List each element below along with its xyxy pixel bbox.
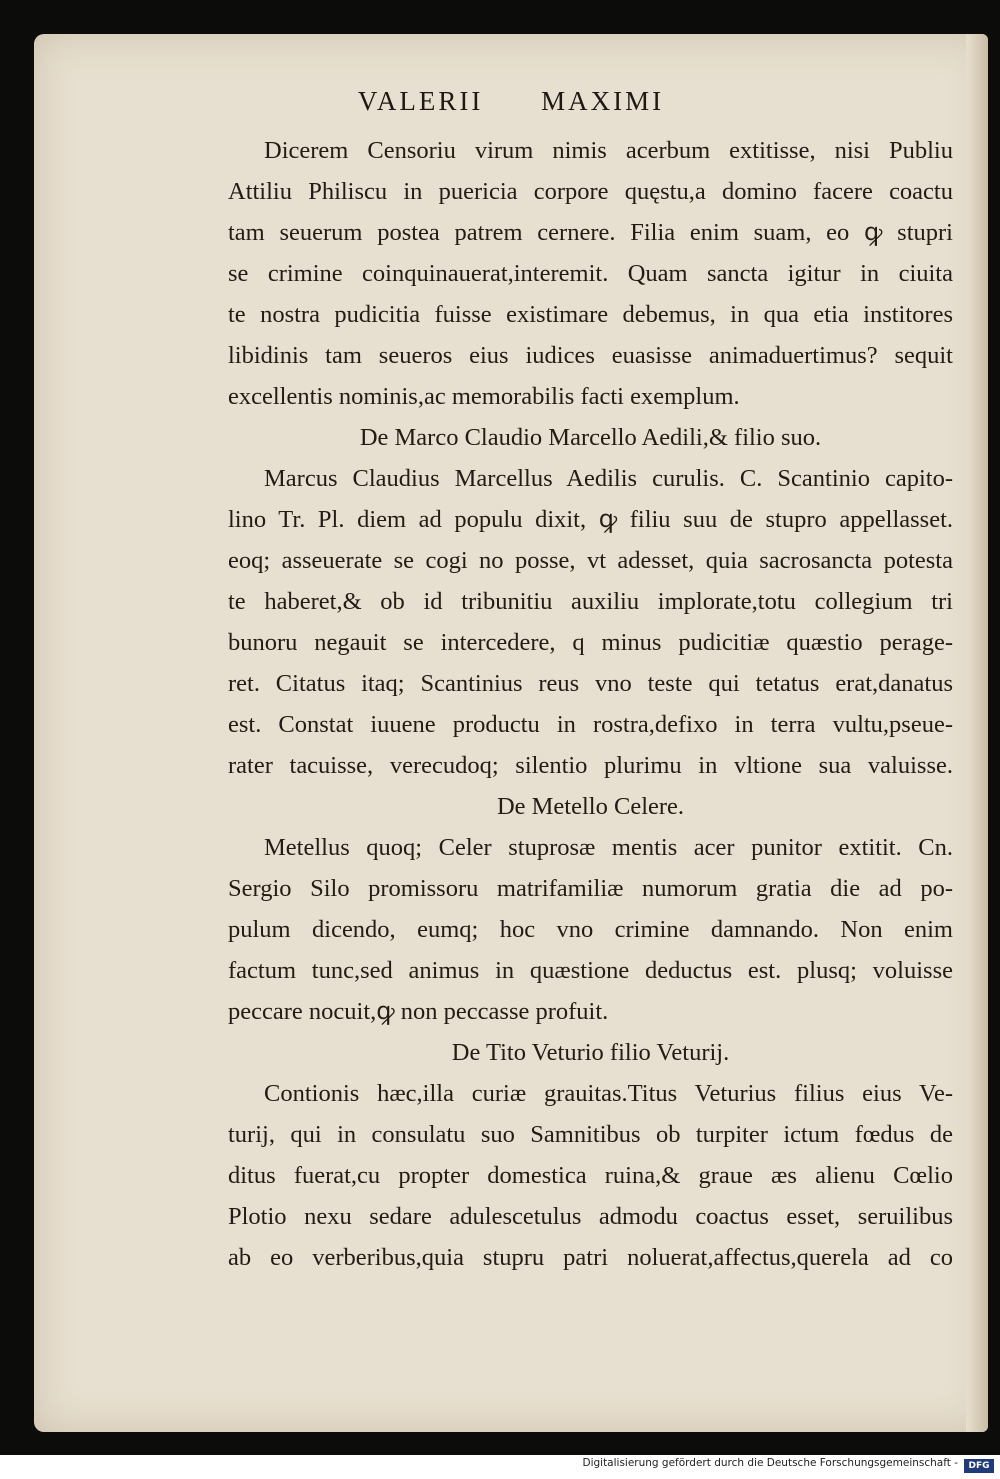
- running-head: [34, 86, 988, 117]
- text-line: tam seuerum postea patrem cernere. Filia enim suam, eo ꝙ stupri: [228, 219, 953, 246]
- dfg-logo: DFG: [964, 1459, 994, 1473]
- running-head-right: MAXIMI: [541, 86, 665, 116]
- section-heading: De Tito Veturio filio Veturij.: [451, 1039, 730, 1066]
- text-line: bunoru negauit se intercedere, q minus pudicitiæ quæstio perage-: [228, 629, 953, 656]
- text-line: Marcus Claudius Marcellus Aedilis curulis. C. Scantinio capito-: [264, 465, 953, 492]
- running-head-left: VALERII: [357, 86, 484, 116]
- text-line: te nostra pudicitia fuisse existimare debemus, in qua etia institores: [228, 301, 953, 328]
- text-line: Contionis hæc,illa curiæ grauitas.Titus Veturius filius eius Ve-: [264, 1080, 953, 1107]
- text-line: Dicerem Censoriu virum nimis acerbum extitisse, nisi Publiu: [264, 137, 953, 164]
- text-line: ret. Citatus itaq; Scantinius reus vno teste qui tetatus erat,danatus: [228, 670, 953, 697]
- text-line: ditus fuerat,cu propter domestica ruina,& graue æs alienu Cœlio: [228, 1162, 953, 1189]
- text-line: peccare nocuit,ꝙ non peccasse profuit.: [228, 998, 609, 1025]
- text-line: se crimine coinquinauerat,interemit. Quam sancta igitur in ciuita: [228, 260, 953, 287]
- text-line: Metellus quoq; Celer stuprosæ mentis acer punitor extitit. Cn.: [264, 834, 953, 861]
- text-line: libidinis tam seueros eius iudices euasisse animaduertimus? sequit: [228, 342, 953, 369]
- text-line: est. Constat iuuene productu in rostra,defixo in terra vultu,pseue-: [228, 711, 953, 738]
- text-line: Attiliu Philiscu in puericia corpore quęstu,a domino facere coactu: [228, 178, 953, 205]
- footer-bar: [0, 1455, 1000, 1479]
- text-line: excellentis nominis,ac memorabilis facti exemplum.: [228, 383, 740, 410]
- text-line: rater tacuisse, verecudoq; silentio plurimu in vltione sua valuisse.: [228, 752, 953, 779]
- text-line: pulum dicendo, eumq; hoc vno crimine damnando. Non enim: [228, 916, 953, 943]
- text-block: [228, 130, 953, 1278]
- page-edge: [966, 34, 988, 1432]
- text-line: Plotio nexu sedare adulescetulus admodu coactus esset, seruilibus: [228, 1203, 953, 1230]
- section-heading: De Metello Celere.: [496, 793, 685, 820]
- footer-credit: Digitalisierung gefördert durch die Deutsche Forschungsgemeinschaft -: [582, 1457, 958, 1469]
- text-line: ab eo verberibus,quia stupru patri noluerat,affectus,querela ad co: [228, 1244, 953, 1271]
- text-line: eoq; asseuerate se cogi no posse, vt adesset, quia sacrosancta potesta: [228, 547, 953, 574]
- text-line: Sergio Silo promissoru matrifamiliæ numorum gratia die ad po-: [228, 875, 953, 902]
- text-line: factum tunc,sed animus in quæstione deductus est. plusq; voluisse: [228, 957, 953, 984]
- book-page: [34, 34, 988, 1432]
- text-line: lino Tr. Pl. diem ad populu dixit, ꝙ filiu suu de stupro appellasset.: [228, 506, 953, 533]
- section-heading: De Marco Claudio Marcello Aedili,& filio suo.: [359, 424, 822, 451]
- text-line: turij, qui in consulatu suo Samnitibus ob turpiter ictum fœdus de: [228, 1121, 953, 1148]
- text-line: te haberet,& ob id tribunitiu auxiliu implorate,totu collegium tri: [228, 588, 953, 615]
